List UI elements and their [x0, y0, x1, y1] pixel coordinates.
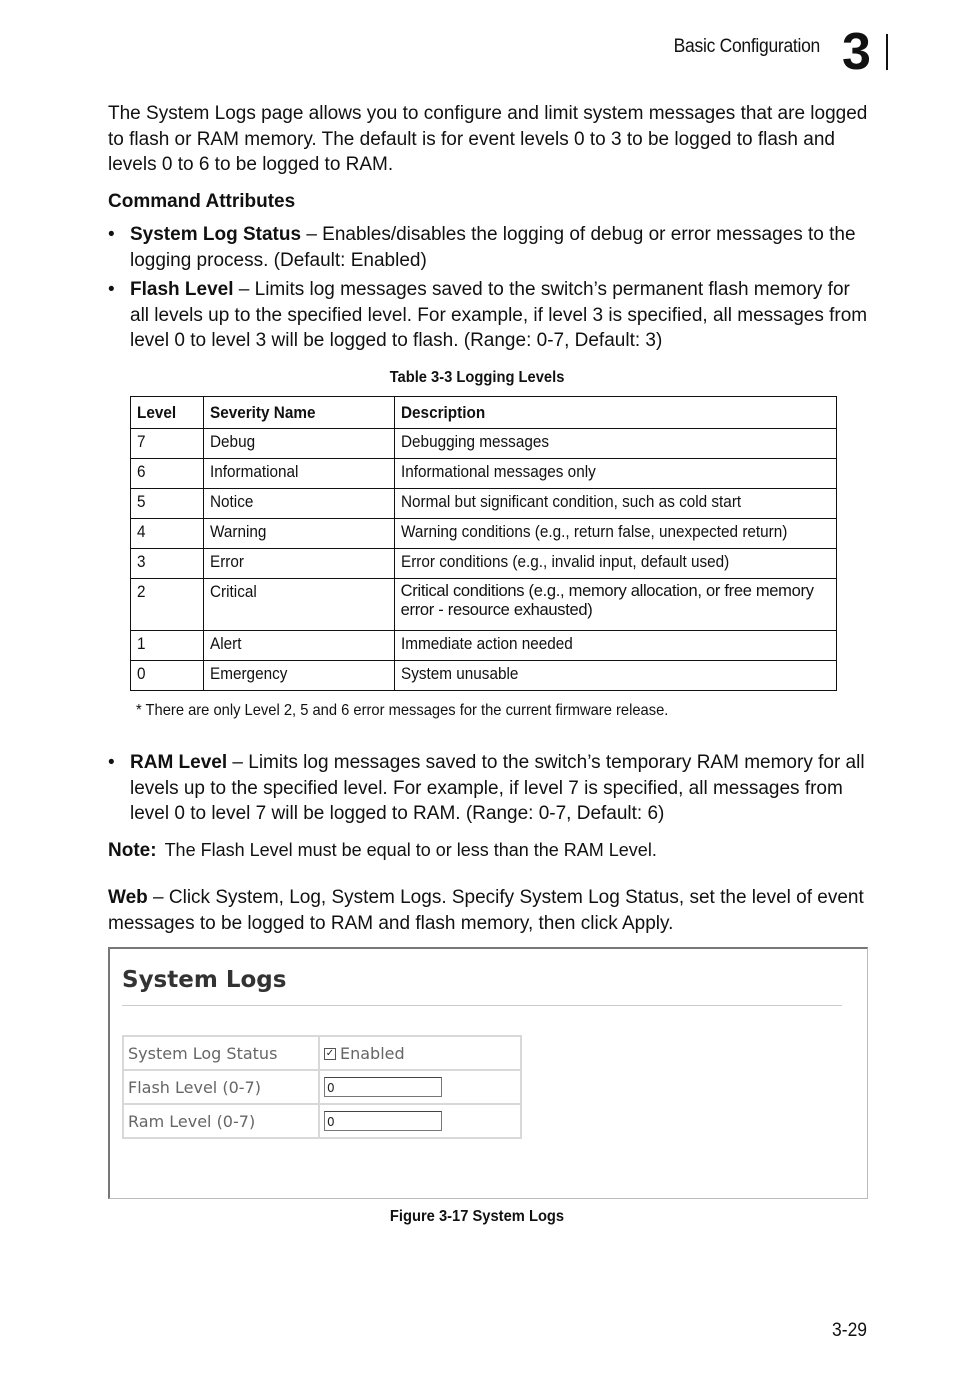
- logging-levels-table: [130, 396, 837, 691]
- table-row: [131, 579, 837, 631]
- flash-level-input[interactable]: 0: [324, 1077, 442, 1097]
- table-row: [131, 519, 837, 549]
- ram-level-input[interactable]: 0: [324, 1111, 442, 1131]
- note-label: Note:: [108, 840, 157, 861]
- chapter-number: 3: [842, 23, 871, 81]
- system-logs-form: [122, 1035, 522, 1139]
- table-cell: Error: [204, 549, 395, 579]
- web-text: – Click System, Log, System Logs. Specify System Log Status, set the level of event messages to be logged to RAM and flash memory, then click Apply.: [108, 887, 864, 934]
- table-cell: Notice: [204, 489, 395, 519]
- ram-level-cell: [319, 1104, 521, 1138]
- enabled-checkbox[interactable]: ✓: [325, 1048, 335, 1059]
- table-cell: 6: [131, 459, 204, 489]
- table-cell: Critical: [204, 579, 395, 631]
- system-logs-screenshot: [108, 947, 868, 1199]
- column-header: Severity Name: [204, 397, 395, 429]
- note: [108, 840, 657, 862]
- table-row: [131, 459, 837, 489]
- term-description: – Limits log messages saved to the switch’s permanent flash memory for all levels up to the specified level. For example, if level 3 is specified, all messages from level 0 to level 3 will be logged to flash. (Range: 0-7, Default: 3): [130, 279, 868, 351]
- table-cell: 4: [131, 519, 204, 549]
- enabled-label: Enabled: [340, 1043, 405, 1063]
- table-cell: System unusable: [394, 661, 836, 691]
- table-cell: Debugging messages: [394, 429, 836, 459]
- form-row: [123, 1070, 521, 1104]
- column-header: Level: [131, 397, 204, 429]
- term-description: – Limits log messages saved to the switch’s temporary RAM memory for all levels up to the specified level. For example, if level 7 is specified, all messages from level 0 to level 7 will be logged to RAM. (Range: 0-7, Default: 6): [130, 752, 865, 824]
- figure-caption: Figure 3-17 System Logs: [389, 1208, 565, 1225]
- page-number: 3-29: [832, 1320, 867, 1341]
- table-cell: Debug: [204, 429, 395, 459]
- table-cell: Normal but significant condition, such as cold start: [394, 489, 836, 519]
- table-cell: 5: [131, 489, 204, 519]
- form-row: [123, 1036, 521, 1070]
- table-cell: Alert: [204, 631, 395, 661]
- table-row: [131, 549, 837, 579]
- table-cell: Error conditions (e.g., invalid input, default used): [394, 549, 836, 579]
- table-cell: 0: [131, 661, 204, 691]
- command-attributes-heading: Command Attributes: [108, 191, 296, 212]
- term: Flash Level: [130, 279, 234, 300]
- intro-paragraph: The System Logs page allows you to configure and limit system messages that are logged to flash or RAM memory. The default is for event levels 0 to 3 to be logged to flash and levels 0 to 6 to be logged to RAM.: [108, 103, 868, 175]
- table-cell: Informational messages only: [394, 459, 836, 489]
- ram-level-label: Ram Level (0-7): [123, 1104, 319, 1138]
- form-row: [123, 1104, 521, 1138]
- web-instructions: [108, 885, 868, 936]
- flash-level-label: Flash Level (0-7): [123, 1070, 319, 1104]
- table-cell: Critical conditions (e.g., memory allocation, or free memory error - resource exhausted): [394, 579, 836, 631]
- title-divider: [122, 1005, 842, 1006]
- web-label: Web: [108, 887, 148, 908]
- header-divider: [886, 34, 888, 70]
- table-header-row: [131, 397, 837, 429]
- table-cell: 7: [131, 429, 204, 459]
- bullet-marker: •: [108, 752, 115, 773]
- running-header-title: Basic Configuration: [673, 36, 820, 57]
- table-row: [131, 429, 837, 459]
- system-log-status-cell: [319, 1036, 521, 1070]
- screenshot-title: System Logs: [122, 967, 287, 993]
- table-row: [131, 631, 837, 661]
- table-footnote: * There are only Level 2, 5 and 6 error messages for the current firmware release.: [136, 702, 669, 719]
- table-cell: Emergency: [204, 661, 395, 691]
- system-log-status-label: System Log Status: [123, 1036, 319, 1070]
- note-text: The Flash Level must be equal to or less than the RAM Level.: [164, 840, 657, 860]
- bullet-marker: •: [108, 224, 115, 245]
- term: System Log Status: [130, 224, 302, 245]
- table-cell: 3: [131, 549, 204, 579]
- column-header: Description: [394, 397, 836, 429]
- bullet-marker: •: [108, 279, 115, 300]
- table-row: [131, 489, 837, 519]
- table-row: [131, 661, 837, 691]
- flash-level-cell: [319, 1070, 521, 1104]
- term-description: – Enables/disables the logging of debug or error messages to the logging process. (Default: Enabled): [130, 224, 856, 271]
- table-cell: Informational: [204, 459, 395, 489]
- table-caption: Table 3-3 Logging Levels: [389, 369, 565, 386]
- table-cell: Immediate action needed: [394, 631, 836, 661]
- table-cell: 2: [131, 579, 204, 631]
- term: RAM Level: [130, 752, 228, 773]
- table-cell: 1: [131, 631, 204, 661]
- table-cell: Warning conditions (e.g., return false, unexpected return): [394, 519, 836, 549]
- table-cell: Warning: [204, 519, 395, 549]
